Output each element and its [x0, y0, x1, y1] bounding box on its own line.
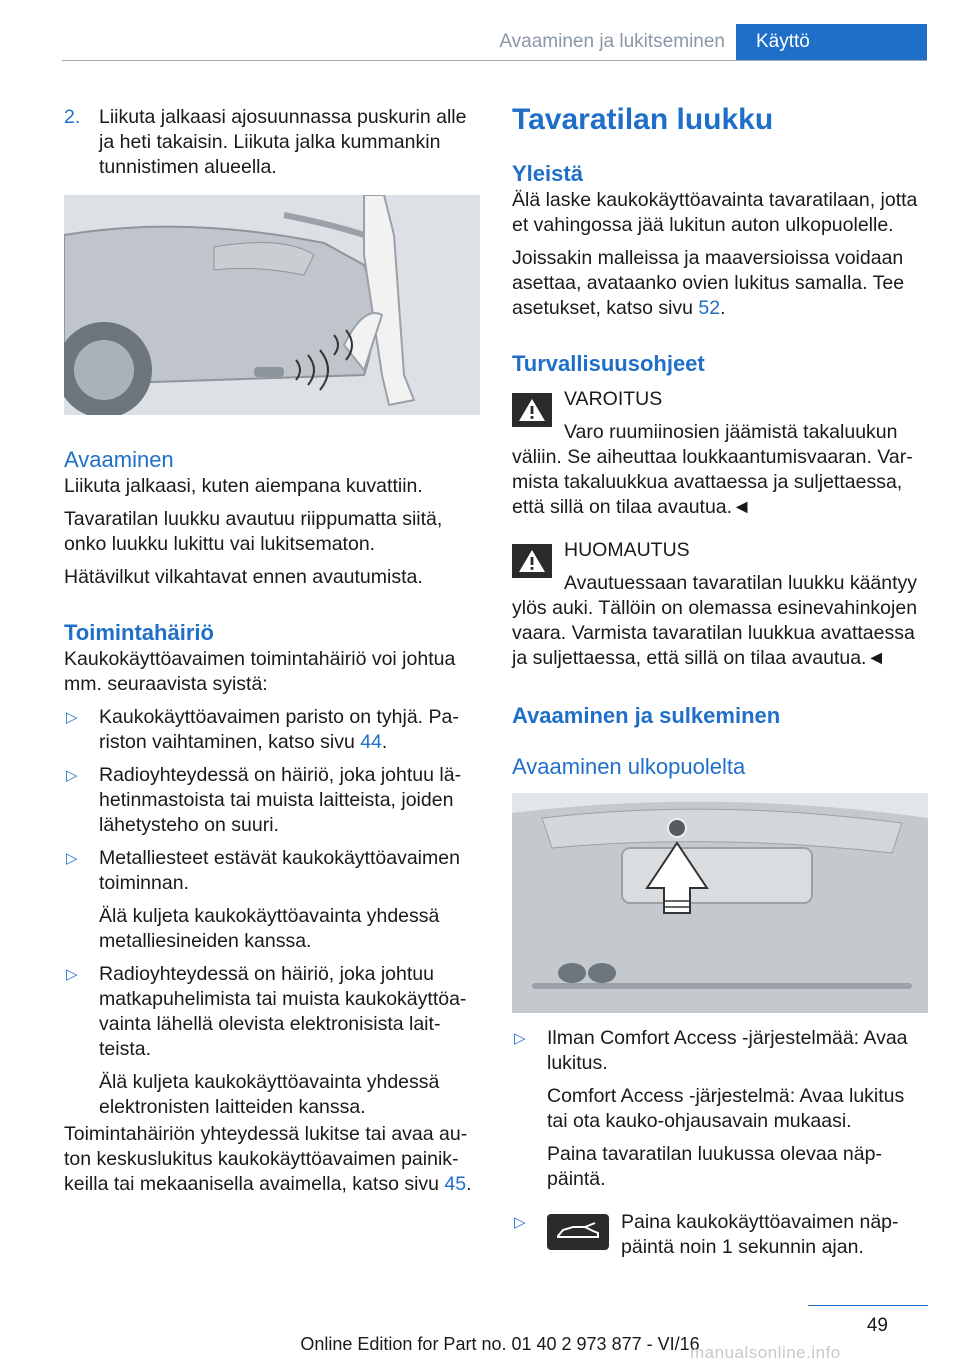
triangle-bullet-icon: ▷ — [514, 1030, 526, 1047]
foot-sensor-illustration — [64, 195, 480, 415]
remote-key-text: Paina kaukokäyttöavaimen näppäintä noin 1 sekunnin ajan. — [621, 1211, 899, 1258]
step-text: Liikuta jalkaasi ajosuunnassa puskurin alle ja heti takaisin. Liikuta jalka kummankin tunnistimen alueella. — [99, 106, 467, 178]
page-link-45[interactable]: 45 — [444, 1173, 467, 1195]
warning-first-line: Varo ruumiinosien jäämistä takaluukun — [564, 421, 898, 443]
car-rear-leg-icon — [64, 195, 480, 415]
edition-text: Online Edition for Part no. 01 40 2 973 877 - VI/16 — [300, 1334, 700, 1354]
step-item — [64, 105, 480, 180]
page-link-52[interactable]: 52 — [698, 297, 721, 319]
header-rule — [62, 60, 927, 61]
triangle-bullet-icon: ▷ — [514, 1214, 526, 1231]
notice-title: HUOMAUTUS — [564, 539, 690, 561]
list-item: ▷ Ilman Comfort Access -järjestelmää: Avaa lukitus. Comfort Access -järjestelmä: Avaa lukitus tai ota kauko-ohjausavain mukaasi. Paina tavaratilan luukussa olevaa näppäintä. — [512, 1026, 928, 1192]
warning-block — [512, 387, 928, 520]
triangle-bullet-icon: ▷ — [66, 767, 78, 784]
remote-key-item — [512, 1210, 928, 1260]
page-title: Tavaratilan luukku — [512, 103, 774, 136]
yleista-para-1: Älä laske kaukokäyttöavainta tavaratilaan, jotta et vahingossa jää lukitun auton ulkopuolelle. — [512, 189, 918, 236]
list-item-note: Älä kuljeta kaukokäyttöavainta yhdessä elektronisten laitteiden kanssa. — [99, 1071, 440, 1118]
running-header-section: Avaaminen ja lukitseminen — [499, 31, 725, 52]
avaaminen-para-3: Hätävilkut vilkahtavat ennen avautumista. — [64, 566, 423, 588]
warning-triangle-icon — [512, 544, 552, 578]
warning-triangle-icon — [512, 393, 552, 427]
triangle-bullet-icon: ▷ — [66, 709, 78, 726]
toimintahairio-section — [64, 619, 480, 1197]
trunk-key-button-icon — [547, 1214, 609, 1250]
footer-rule — [808, 1305, 928, 1306]
page-link-44[interactable]: 44 — [360, 731, 382, 753]
list-item: ▷ Metalliesteet estävät kaukokäyttöavaimen toiminnan. Älä kuljeta kaukokäyttöavainta yhdessä metalliesineiden kanssa. — [64, 846, 480, 954]
avaaminen-ulkopuolelta-list — [512, 1026, 928, 1192]
toimintahairio-outro: Toimintahäiriön yhteydessä lukitse tai avaa auton keskuslukitus kaukokäyttöavaimen painikkeilla tai mekaanisella avaimella, katso sivu 45. — [64, 1123, 472, 1195]
avaaminen-sulkeminen-heading: Avaaminen ja sulkeminen — [512, 703, 781, 728]
toimintahairio-intro: Kaukokäyttöavaimen toimintahäiriö voi johtua mm. seuraavista syistä: — [64, 648, 456, 695]
trunk-button-illustration — [512, 793, 928, 1013]
avaaminen-ulkopuolelta-heading: Avaaminen ulkopuolelta — [512, 754, 746, 779]
avaaminen-para-1: Liikuta jalkaasi, kuten aiempana kuvattiin. — [64, 475, 423, 497]
avaaminen-para-2: Tavaratilan luukku avautuu riippumatta siitä, onko luukku lukittu vai lukitsematon. — [64, 508, 443, 555]
notice-text: ylös auki. Tällöin on olemassa esinevahinkojen vaara. Varmista tavaratilan luukkua avattaessa ja suljettaessa, että sillä on tilaa avautua.◄ — [512, 597, 918, 669]
notice-first-line: Avautuessaan tavaratilan luukku kääntyy — [564, 572, 918, 594]
avaaminen-section — [64, 446, 480, 590]
fault-cause-list — [64, 705, 480, 1120]
step-number: 2. — [64, 106, 81, 128]
toimintahairio-heading: Toimintahäiriö — [64, 620, 214, 645]
list-item: ▷ Kaukokäyttöavaimen paristo on tyhjä. Pariston vaihtaminen, katso sivu 44. — [66, 706, 459, 753]
yleista-para-2: Joissakin malleissa ja maaversioissa voidaan asettaa, avataanko ovien lukitus samalla. Tee asetukset, katso sivu 52. — [512, 247, 905, 319]
car-trunk-arrow-icon — [512, 793, 928, 1013]
list-item-note: Paina tavaratilan luukussa olevaa näppäintä. — [547, 1143, 882, 1190]
list-item: ▷ Radioyhteydessä on häiriö, joka johtuu matkapuhelimista tai muista kaukokäyttöavainta lähellä olevista elektronisista laitteista. Älä kuljeta kaukokäyttöavainta yhdessä elektronisten laitteiden kanssa. — [64, 962, 480, 1120]
triangle-bullet-icon: ▷ — [66, 850, 78, 867]
turvallisuus-heading: Turvallisuusohjeet — [512, 351, 705, 376]
list-item-note: Älä kuljeta kaukokäyttöavainta yhdessä metalliesineiden kanssa. — [99, 905, 440, 952]
yleista-section — [512, 160, 928, 321]
notice-block — [512, 538, 928, 671]
list-item-note: Comfort Access -järjestelmä: Avaa lukitus tai ota kauko-ohjausavain mukaasi. — [547, 1085, 905, 1132]
list-item: ▷ Radioyhteydessä on häiriö, joka johtuu lähetinmastoista tai muista laitteista, joiden lähetysteho on suuri. — [66, 764, 462, 836]
avaaminen-heading: Avaaminen — [64, 447, 174, 472]
warning-title: VAROITUS — [564, 388, 663, 410]
chapter-tab: Käyttö — [736, 24, 927, 61]
yleista-heading: Yleistä — [512, 161, 583, 186]
page-number: 49 — [866, 1315, 888, 1336]
watermark: manualsonline.info — [690, 1343, 841, 1362]
triangle-bullet-icon: ▷ — [66, 966, 78, 983]
warning-text: väliin. Se aiheuttaa loukkaantumisvaaran. Varmista takaluukkua avattaessa ja suljettaessa, että sillä on tilaa avautua.◄ — [512, 446, 913, 518]
